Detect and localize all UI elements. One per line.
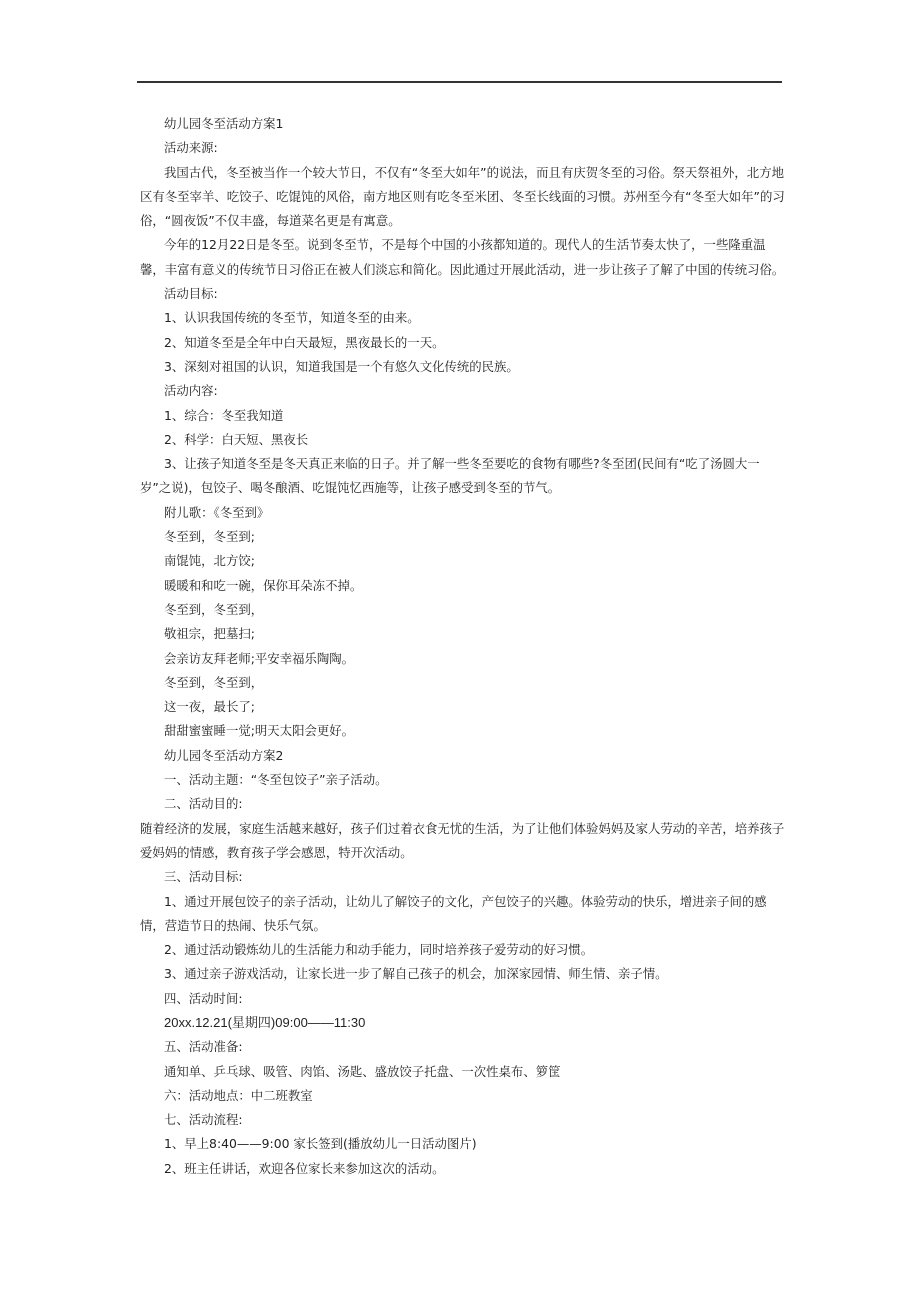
heading: 活动来源: — [164, 140, 218, 156]
list-item: 2、知道冬至是全年中白天最短，黑夜最长的一天。 — [164, 334, 445, 350]
paragraph: 我国古代，冬至被当作一个较大节日，不仅有“冬至大如年”的说法，而且有庆贺冬至的习俗。祭天祭祖外，北方地区有冬至宰羊、吃饺子、吃馄饨的风俗，南方地区则有吃冬至米团、冬至长线面的习惯。苏州至今有“冬至大如年”的习俗，“圆夜饭”不仅丰盛，每道菜名更是有寓意。 — [140, 164, 785, 229]
header-rule — [137, 81, 782, 83]
poem-line: 这一夜，最长了; — [164, 699, 255, 715]
list-item: 1、认识我国传统的冬至节，知道冬至的由来。 — [164, 310, 420, 326]
poem-line: 南馄饨，北方饺; — [164, 553, 255, 569]
activity-time: 20xx.12.21(星期四)09:00——11:30 — [164, 1014, 366, 1030]
paragraph: 通知单、乒乓球、吸管、肉馅、汤匙、盛放饺子托盘、一次性桌布、箩筐 — [164, 1063, 561, 1079]
poem-line: 敬祖宗，把墓扫; — [164, 626, 255, 642]
poem-line: 冬至到，冬至到， — [164, 601, 264, 617]
heading: 三、活动目标: — [164, 869, 243, 885]
poem-line: 冬至到，冬至到， — [164, 674, 264, 690]
list-item: 2、通过活动锻炼幼儿的生活能力和动手能力，同时培养孩子爱劳动的好习惯。 — [164, 942, 594, 958]
poem-line: 冬至到，冬至到; — [164, 529, 255, 545]
list-item: 3、让孩子知道冬至是冬天真正来临的日子。并了解一些冬至要吃的食物有哪些?冬至团(民间有“吃了汤圆大一岁”之说)，包饺子、喝冬酿酒、吃馄饨忆西施等，让孩子感受到冬至的节气。 — [140, 456, 760, 496]
poem-line: 会亲访友拜老师;平安幸福乐陶陶。 — [164, 650, 355, 666]
heading: 二、活动目的: — [164, 796, 243, 812]
heading: 五、活动准备: — [164, 1039, 243, 1055]
section-title: 幼儿园冬至活动方案2 — [164, 747, 284, 763]
heading: 一、活动主题：“冬至包饺子”亲子活动。 — [164, 772, 388, 788]
document-body — [140, 112, 790, 1181]
list-item: 2、班主任讲话，欢迎各位家长来参加这次的活动。 — [164, 1160, 445, 1176]
list-item: 1、综合：冬至我知道 — [164, 407, 284, 423]
paragraph: 今年的12月22日是冬至。说到冬至节，不是每个中国的小孩都知道的。现代人的生活节奏太快了，一些隆重温馨，丰富有意义的传统节日习俗正在被人们淡忘和简化。因此通过开展此活动，进一步让孩子了解了中国的传统习俗。 — [140, 237, 785, 277]
heading: 六：活动地点：中二班教室 — [164, 1087, 313, 1103]
list-item: 3、深刻对祖国的认识，知道我国是一个有悠久文化传统的民族。 — [164, 358, 519, 374]
heading: 七、活动流程: — [164, 1112, 243, 1128]
list-item: 1、早上8:40——9:00 家长签到(播放幼儿一日活动图片) — [164, 1136, 477, 1152]
heading: 活动目标: — [164, 286, 218, 302]
list-item: 1、通过开展包饺子的亲子活动，让幼儿了解饺子的文化，产包饺子的兴趣。体验劳动的快乐，增进亲子间的感情，营造节日的热闹、快乐气氛。 — [140, 893, 767, 933]
section-title: 幼儿园冬至活动方案1 — [164, 116, 284, 131]
heading: 附儿歌：《冬至到》 — [164, 504, 270, 520]
poem-line: 暖暖和和吃一碗，保你耳朵冻不掉。 — [164, 577, 363, 593]
poem-line: 甜甜蜜蜜睡一觉;明天太阳会更好。 — [164, 723, 355, 739]
heading: 四、活动时间: — [164, 990, 243, 1006]
list-item: 2、科学：白天短、黑夜长 — [164, 431, 309, 447]
paragraph: 随着经济的发展，家庭生活越来越好，孩子们过着衣食无忧的生活，为了让他们体验妈妈及家人劳动的辛苦，培养孩子爱妈妈的情感，教育孩子学会感恩，特开次活动。 — [140, 820, 785, 860]
heading: 活动内容: — [164, 383, 218, 399]
list-item: 3、通过亲子游戏活动，让家长进一步了解自己孩子的机会，加深家园情、师生情、亲子情。 — [164, 966, 668, 982]
